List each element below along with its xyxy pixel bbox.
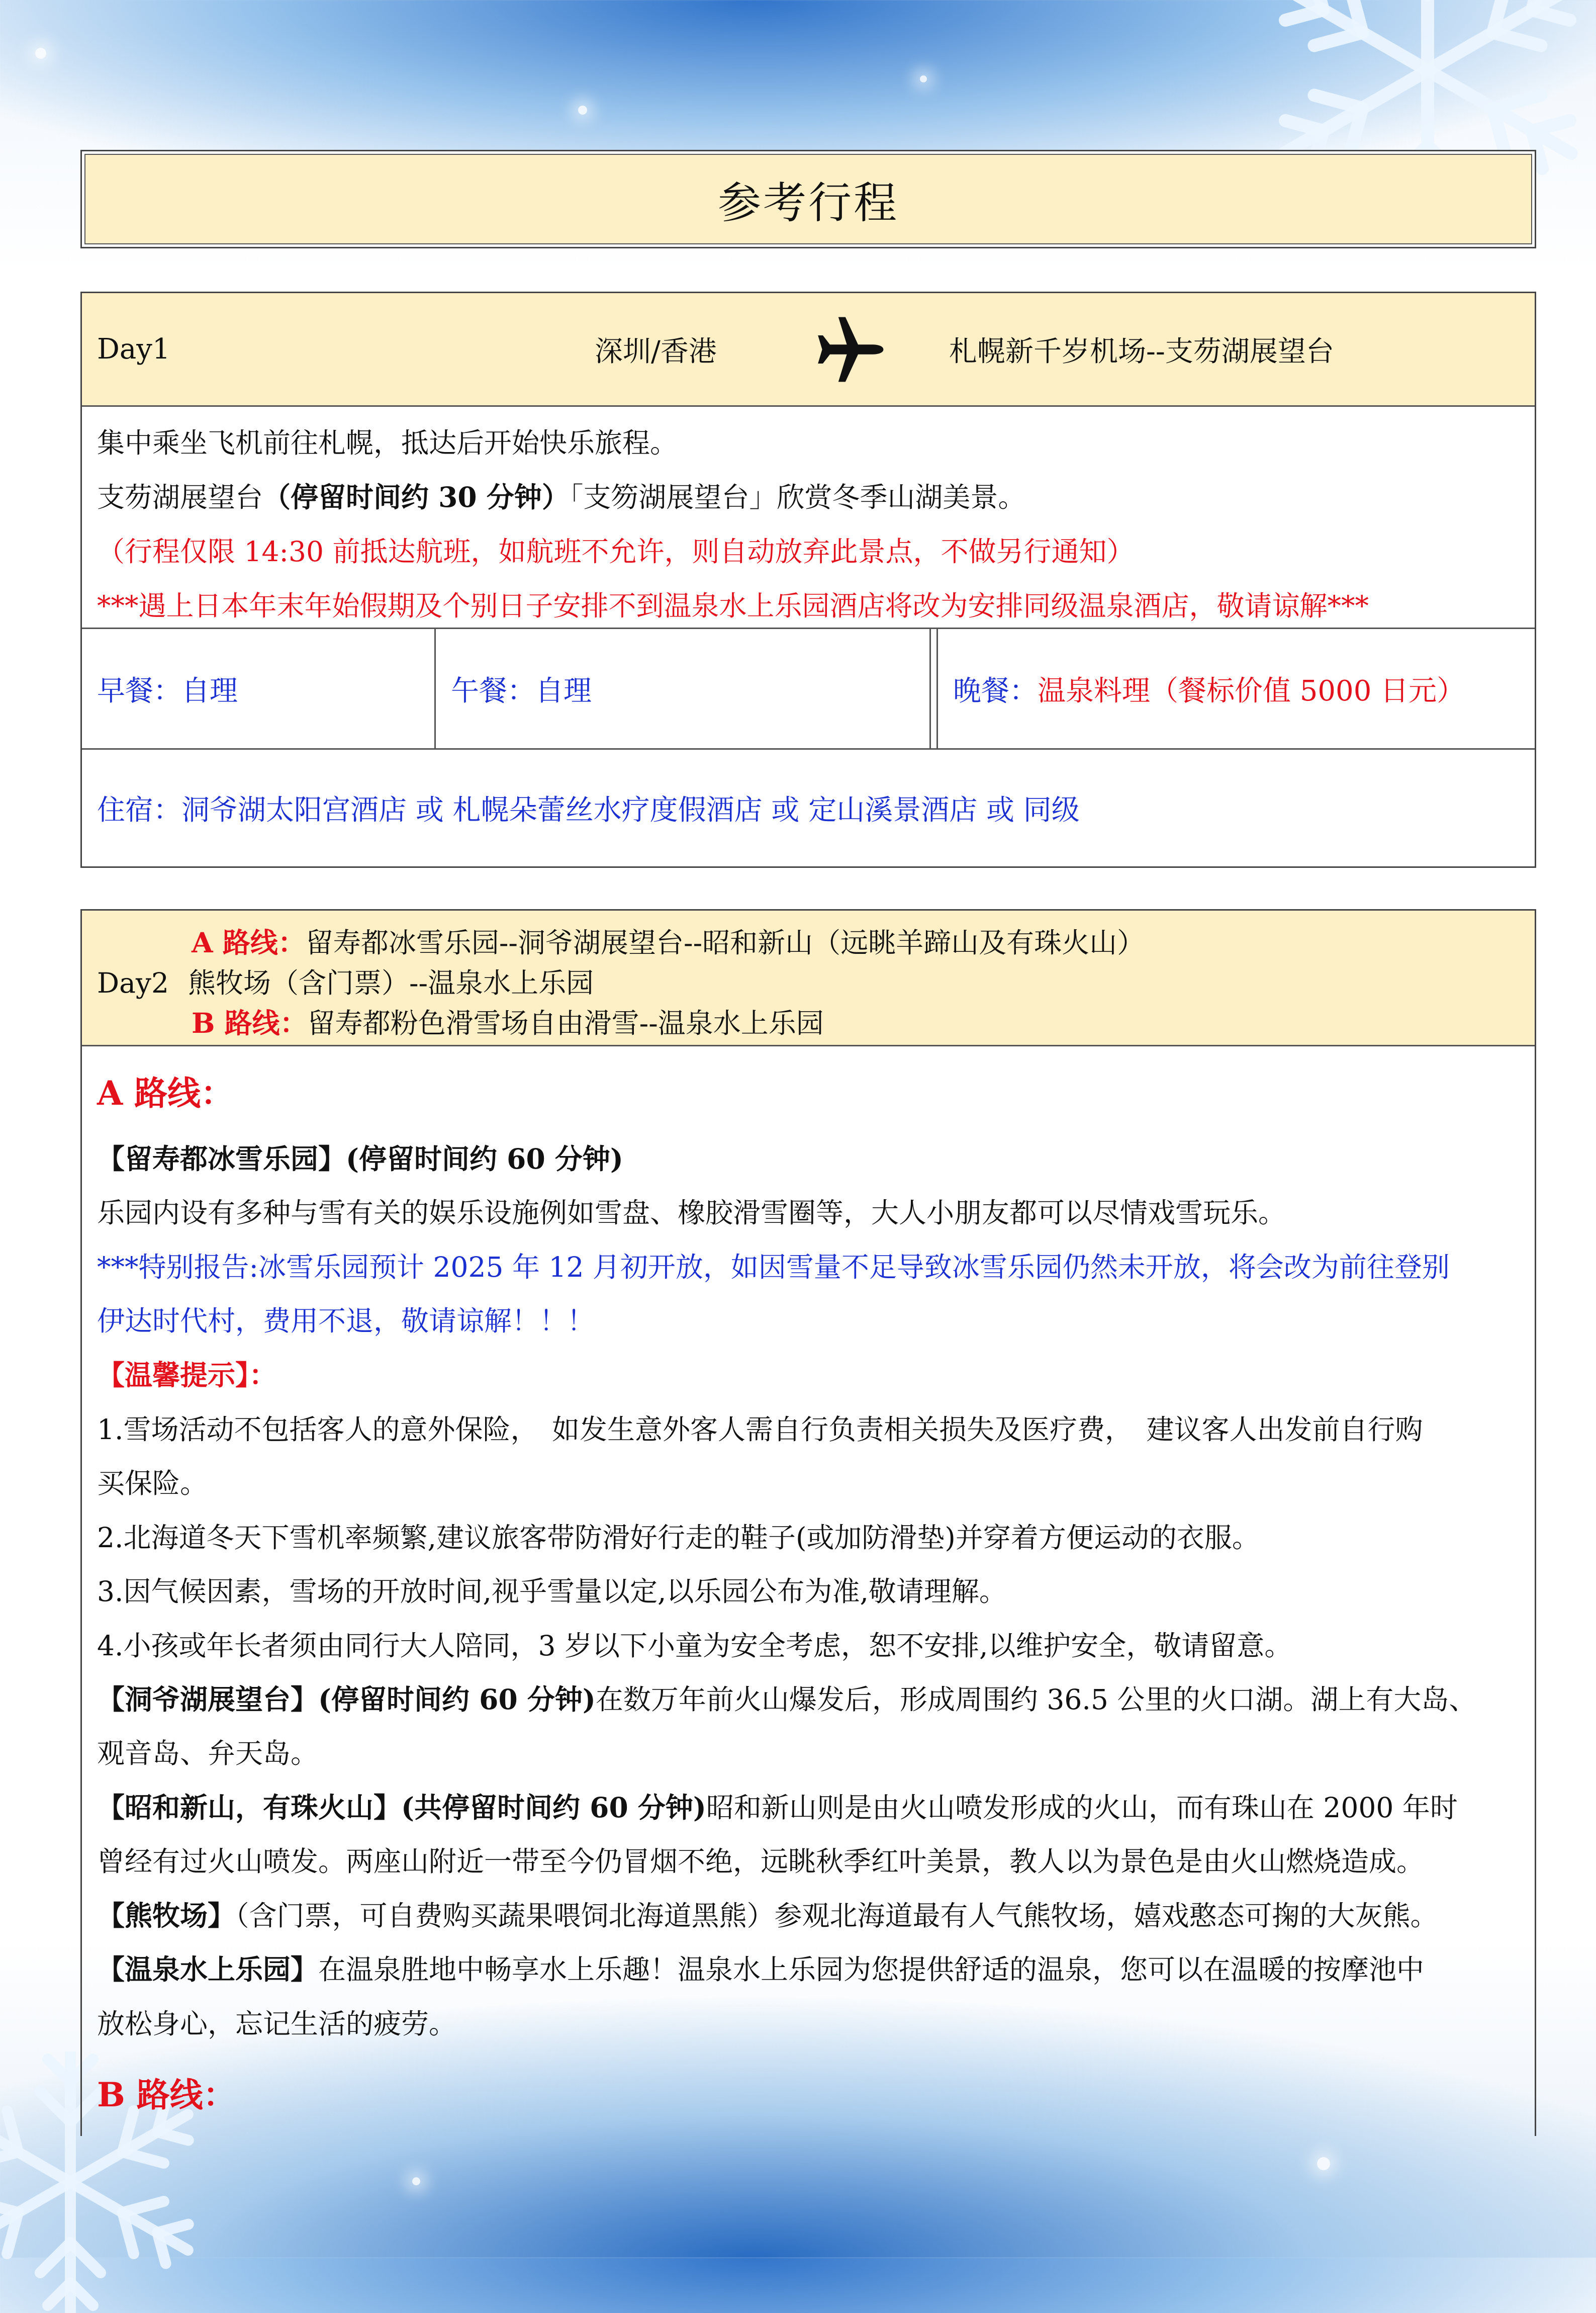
day1-meals <box>82 629 1535 750</box>
day-label: Day2 <box>97 967 169 999</box>
day1-description <box>82 407 1535 629</box>
special-notice-cont: 伊达时代村，费用不退，敬请谅解！！！ <box>97 1305 595 1337</box>
day2-details <box>82 1046 1535 2138</box>
spot-snow-park: 【留寿都冰雪乐园】(停留时间约 60 分钟) <box>97 1142 623 1175</box>
spot-bear-ranch: 【熊牧场】（含门票，可自费购买蔬果喂饲北海道黑熊）参观北海道最有人气熊牧场，嬉戏憨态可掬的大灰熊。 <box>97 1899 1438 1932</box>
sparkle <box>920 75 927 82</box>
route-b-summary: B 路线：留寿都粉色滑雪场自由滑雪--温泉水上乐园 <box>192 1007 824 1039</box>
special-notice: ***特别报告:冰雪乐园预计 2025 年 12 月初开放，如因雪量不足导致冰雪乐园仍然未开放，将会改为前往登别 <box>97 1251 1450 1283</box>
day1-spot: 支芴湖展望台（停留时间约 30 分钟）「支笏湖展望台」欣赏冬季山湖美景。 <box>97 481 1026 513</box>
tip-2: 2.北海道冬天下雪机率频繁,建议旅客带防滑好行走的鞋子(或加防滑垫)并穿着方便运动的衣服。 <box>97 1522 1260 1554</box>
day-label: Day1 <box>97 333 170 366</box>
spot-snow-park-desc: 乐园内设有多种与雪有关的娱乐设施例如雪盘、橡胶滑雪圈等，大人小朋友都可以尽情戏雪玩乐。 <box>97 1197 1286 1229</box>
sparkle <box>578 106 587 115</box>
day2-table <box>80 909 1536 2136</box>
route-b-title: B 路线： <box>97 2075 236 2114</box>
tip-1: 1.雪场活动不包括客人的意外保险， 如发生意外客人需自行负责相关损失及医疗费， 建议客人出发前自行购 <box>97 1413 1423 1446</box>
spot-showa-shinzan: 【昭和新山，有珠火山】(共停留时间约 60 分钟)昭和新山则是由火山喷发形成的火山，而有珠山在 2000 年时 <box>97 1791 1458 1824</box>
day1-table <box>80 292 1536 868</box>
airplane-icon <box>813 293 889 405</box>
tip-4: 4.小孩或年长者须由同行大人陪同，3 岁以下小童为安全考虑，恕不安排,以维护安全，敬请留意。 <box>97 1630 1292 1662</box>
lunch: 午餐： 自理 <box>436 629 931 748</box>
day2-header <box>82 911 1535 1046</box>
breakfast: 早餐： 自理 <box>82 629 436 748</box>
tips-title: 【温馨提示】： <box>97 1359 277 1391</box>
dinner: 晚餐： 温泉料理（餐标价值 5000 日元） <box>936 629 1535 748</box>
route-a-title: A 路线： <box>97 1074 234 1113</box>
day1-header <box>82 293 1535 407</box>
day1-intro: 集中乘坐飞机前往札幌，抵达后开始快乐旅程。 <box>97 427 678 459</box>
day1-hotel <box>82 750 1535 866</box>
hotel: 住宿： 洞爷湖太阳宫酒店 或 札幌朵蕾丝水疗度假酒店 或 定山溪景酒店 或 同级 <box>97 794 1080 827</box>
page-title: 参考行程 <box>80 150 1536 248</box>
day2-label-row: Day2 熊牧场（含门票）--温泉水上乐园 <box>97 967 594 999</box>
day1-flight-note: （行程仅限 14:30 前抵达航班，如航班不允许，则自动放弃此景点，不做另行通知） <box>97 536 1135 568</box>
arrival-destination: 札幌新千岁机场--支芴湖展望台 <box>949 335 1334 368</box>
departure-city: 深圳/香港 <box>595 335 717 368</box>
day1-hotel-note: ***遇上日本年末年始假期及个别日子安排不到温泉水上乐园酒店将改为安排同级温泉酒店，敬请谅解*** <box>97 590 1369 622</box>
spot-toya-lookout: 【洞爷湖展望台】(停留时间约 60 分钟)在数万年前火山爆发后，形成周围约 36.5 公里的火口湖。湖上有大岛、 <box>97 1683 1477 1716</box>
route-a-summary: A 路线：留寿都冰雪乐园--洞爷湖展望台--昭和新山（远眺羊蹄山及有珠火山） <box>192 926 1145 959</box>
spot-toya-lookout-cont: 观音岛、弁天岛。 <box>97 1737 319 1769</box>
sparkle <box>1317 2157 1330 2170</box>
sparkle <box>412 2177 420 2185</box>
tip-3: 3.因气候因素，雪场的开放时间,视乎雪量以定,以乐园公布为准,敬请理解。 <box>97 1575 1007 1608</box>
spot-showa-shinzan-cont: 曾经有过火山喷发。两座山附近一带至今仍冒烟不绝，远眺秋季红叶美景，教人以为景色是由火山燃烧造成。 <box>97 1845 1425 1878</box>
spot-water-park: 【温泉水上乐园】在温泉胜地中畅享水上乐趣！温泉水上乐园为您提供舒适的温泉，您可以在温暖的按摩池中 <box>97 1953 1425 1986</box>
spot-water-park-cont: 放松身心，忘记生活的疲劳。 <box>97 2008 457 2040</box>
sparkle <box>35 48 46 59</box>
tip-1-cont: 买保险。 <box>97 1467 208 1499</box>
